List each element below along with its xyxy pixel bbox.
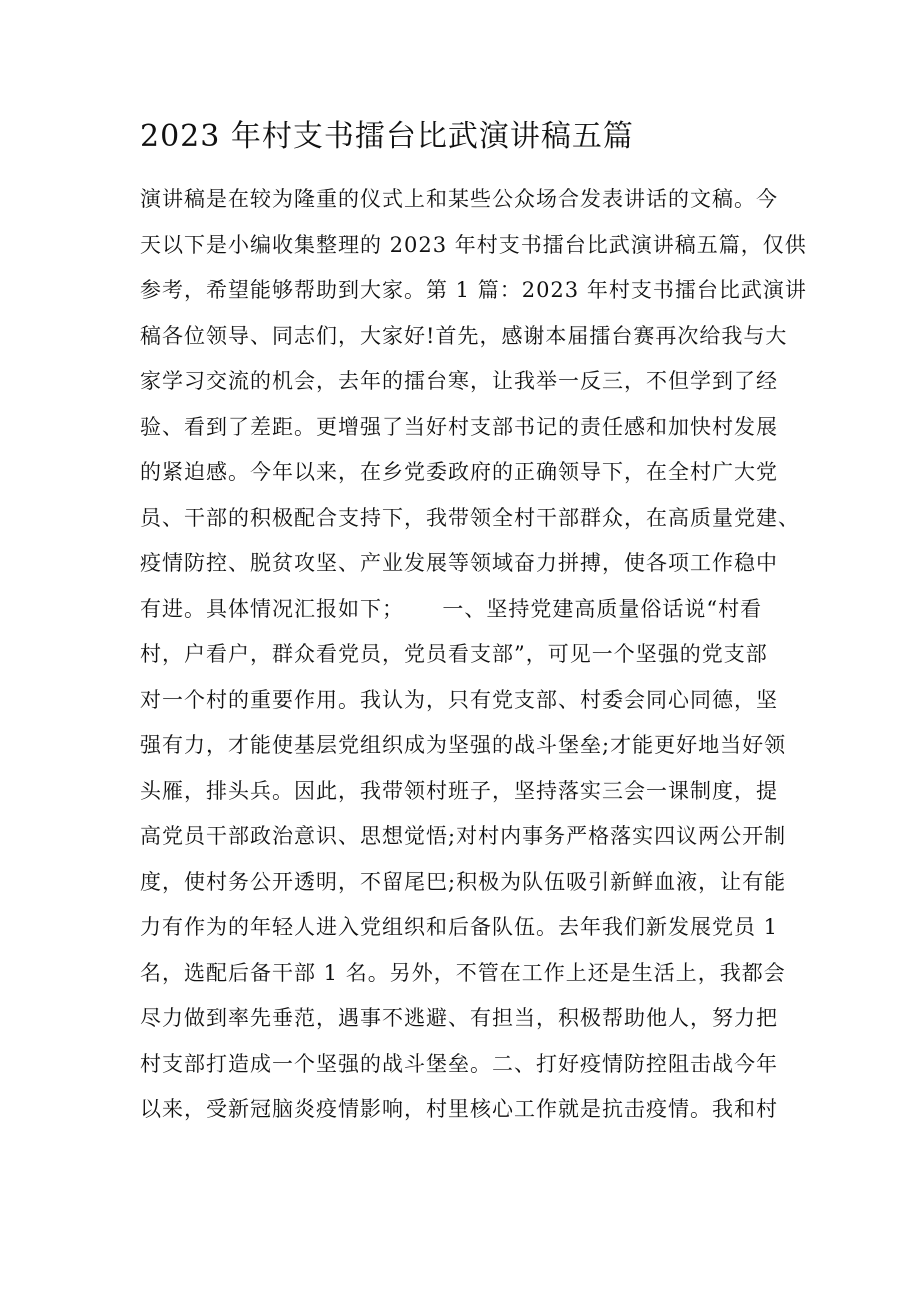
body-text-line: 村支部打造成一个坚强的战斗堡垒。二、打好疫情防控阻击战今年 <box>140 1051 778 1076</box>
body-text-line: 强有力，才能使基层党组织成为坚强的战斗堡垒;才能更好地当好领 <box>140 733 787 757</box>
body-text-line: 对一个村的重要作用。我认为，只有党支部、村委会同心同德，坚 <box>140 687 778 712</box>
body-text-line: 疫情防控、脱贫攻坚、产业发展等领域奋力拼搏，使各项工作稳中 <box>140 551 778 575</box>
body-text-line: 头雁，排头兵。因此，我带领村班子，坚持落实三会一课制度，提 <box>140 778 778 803</box>
body-text-line: 力有作为的年轻人进入党组织和后备队伍。去年我们新发展党员 1 <box>140 915 779 939</box>
body-text-line: 员、干部的积极配合支持下，我带领全村干部群众，在高质量党建、 <box>140 505 800 530</box>
body-text-line: 验、看到了差距。更增强了当好村支部书记的责任感和加快村发展 <box>140 414 778 439</box>
body-text-line: 高党员干部政治意识、思想觉悟;对村内事务严格落实四议两公开制 <box>140 824 787 848</box>
body-text-line: 演讲稿是在较为隆重的仪式上和某些公众场合发表讲话的文稿。今 <box>140 187 778 211</box>
body-text-line: 名，选配后备干部 1 名。另外，不管在工作上还是生活上，我都会 <box>140 960 786 985</box>
body-text-line: 有进。具体情况汇报如下； 一、坚持党建高质量俗话说“村看 <box>140 596 763 621</box>
body-text-line: 稿各位领导、同志们，大家好!首先，感谢本届擂台赛再次给我与大 <box>140 323 788 348</box>
body-text-line: 天以下是小编收集整理的 2023 年村支书擂台比武演讲稿五篇，仅供 <box>140 232 807 257</box>
document-title: 2023 年村支书擂台比武演讲稿五篇 <box>140 119 634 154</box>
body-text-line: 尽力做到率先垂范，遇事不逃避、有担当，积极帮助他人，努力把 <box>140 1006 778 1030</box>
body-text-line: 度，使村务公开透明，不留尾巴;积极为队伍吸引新鲜血液，让有能 <box>140 869 787 894</box>
body-text-line: 家学习交流的机会，去年的擂台寒，让我举一反三，不但学到了经 <box>140 369 778 393</box>
body-text-line: 参考，希望能够帮助到大家。第 1 篇：2023 年村支书擂台比武演讲 <box>140 278 807 302</box>
body-text-line: 的紧迫感。今年以来，在乡党委政府的正确领导下，在全村广大党 <box>140 460 778 484</box>
document-body <box>140 177 807 1133</box>
body-text-line: 以来，受新冠脑炎疫情影响，村里核心工作就是抗击疫情。我和村 <box>140 1097 778 1121</box>
body-text-line: 村，户看户，群众看党员，党员看支部”，可见一个坚强的党支部 <box>140 642 768 666</box>
